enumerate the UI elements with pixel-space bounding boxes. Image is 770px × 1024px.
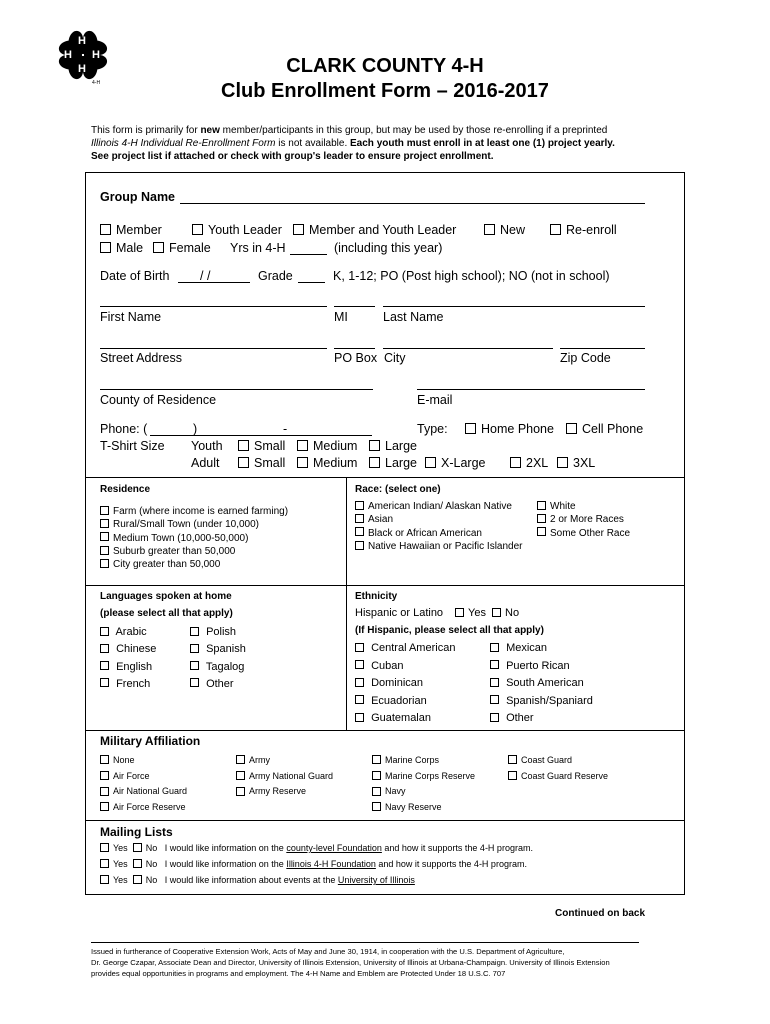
divider-mailing-top (85, 820, 685, 821)
mi-label: MI (334, 310, 348, 324)
mailing-row-3: Yes No I would like information about events at the University of Illinois (100, 875, 415, 885)
divider-languages-ethnicity (346, 585, 347, 730)
adult-small-option[interactable]: Small (238, 456, 285, 470)
military-option[interactable]: Coast Guard Reserve (508, 769, 608, 785)
male-option[interactable]: Male (100, 241, 143, 255)
ethnicity-option[interactable]: Cuban (355, 658, 455, 676)
mailing-no-option[interactable]: No (133, 859, 158, 869)
svg-text:H: H (78, 35, 86, 47)
intro-line-1: This form is primarily for new member/participants in this group, but may be used by those re-enrolling if a preprinted (91, 125, 608, 136)
race-option[interactable]: Asian (355, 513, 523, 526)
race-list-col2 (537, 500, 630, 540)
hispanic-no-option[interactable]: No (492, 607, 519, 619)
language-option[interactable]: Other (190, 676, 246, 693)
footer-line-2: Dr. George Czapar, Associate Dean and Director, University of Illinois Extension, University of Illinois at Urbana-Champaign. University of Illinois Extension (91, 958, 610, 967)
date-of-birth-field[interactable] (178, 282, 250, 283)
first-name-field[interactable] (100, 306, 327, 307)
zip-code-field[interactable] (560, 348, 645, 349)
mailing-row-1: Yes No I would like information on the county-level Foundation and how it supports the 4-H program. (100, 843, 533, 853)
city-label: City (384, 351, 406, 365)
email-field[interactable] (417, 389, 645, 390)
youth-label: Youth (191, 439, 223, 453)
ethnicity-option[interactable]: Spanish/Spaniard (490, 693, 593, 711)
race-title: Race: (select one) (355, 484, 441, 495)
military-option[interactable]: Navy (372, 784, 475, 800)
logo-caption: 4-H (92, 80, 101, 86)
military-list-col2 (236, 753, 333, 800)
page-subtitle: Club Enrollment Form – 2016-2017 (221, 80, 549, 102)
county-field[interactable] (100, 389, 373, 390)
svg-text:H: H (78, 63, 86, 75)
street-address-label: Street Address (100, 351, 182, 365)
member-and-youth-leader-option[interactable]: Member and Youth Leader (293, 223, 456, 237)
street-address-field[interactable] (100, 348, 327, 349)
youth-large-option[interactable]: Large (369, 439, 417, 453)
youth-leader-option[interactable]: Youth Leader (192, 223, 282, 237)
email-label: E-mail (417, 393, 453, 407)
ethnicity-option[interactable]: Mexican (490, 640, 593, 658)
intro-line-3: See project list if attached or check with group's leader to ensure project enrollment. (91, 151, 494, 162)
language-option[interactable]: Chinese (100, 641, 156, 658)
yrs-in-4h-field[interactable] (290, 254, 327, 255)
language-option[interactable]: Tagalog (190, 659, 246, 676)
race-option[interactable]: American Indian/ Alaskan Native (355, 500, 523, 513)
adult-3xl-option[interactable]: 3XL (557, 456, 595, 470)
language-option[interactable]: English (100, 659, 156, 676)
city-field[interactable] (383, 348, 553, 349)
mailing-title: Mailing Lists (100, 825, 173, 839)
grade-label: Grade (258, 269, 293, 283)
mi-field[interactable] (334, 306, 375, 307)
phone-type-label: Type: (417, 422, 448, 436)
language-option[interactable]: Arabic (100, 624, 156, 641)
military-option[interactable]: Marine Corps (372, 753, 475, 769)
language-option[interactable]: Spanish (190, 641, 246, 658)
divider-residence-race (346, 477, 347, 585)
mailing-yes-option[interactable]: Yes (100, 875, 128, 885)
residence-list (100, 505, 288, 571)
svg-text:H: H (92, 49, 100, 61)
svg-text:H: H (64, 49, 72, 61)
languages-subtitle: (please select all that apply) (100, 608, 233, 619)
tshirt-size-label: T-Shirt Size (100, 439, 165, 453)
residence-option[interactable]: City greater than 50,000 (100, 558, 288, 571)
residence-option[interactable]: Suburb greater than 50,000 (100, 545, 288, 558)
ethnicity-option[interactable]: Other (490, 710, 593, 728)
zip-code-label: Zip Code (560, 351, 611, 365)
divider-residence-top (85, 477, 685, 478)
mailing-no-option[interactable]: No (133, 843, 158, 853)
member-option[interactable]: Member (100, 223, 162, 237)
ethnicity-option[interactable]: Puerto Rican (490, 658, 593, 676)
hispanic-yes-option[interactable]: Yes (455, 607, 486, 619)
last-name-label: Last Name (383, 310, 444, 324)
divider-military-top (85, 730, 685, 731)
adult-label: Adult (191, 456, 220, 470)
race-option[interactable]: 2 or More Races (537, 513, 630, 526)
re-enroll-option[interactable]: Re-enroll (550, 223, 617, 237)
dob-separators: / / (200, 269, 211, 283)
language-option[interactable]: French (100, 676, 156, 693)
ethnicity-title: Ethnicity (355, 591, 398, 602)
continued-on-back: Continued on back (555, 908, 645, 919)
youth-medium-option[interactable]: Medium (297, 439, 357, 453)
new-option[interactable]: New (484, 223, 525, 237)
group-name-label: Group Name (100, 190, 176, 204)
military-option[interactable]: None (100, 753, 187, 769)
cell-phone-option[interactable]: Cell Phone (566, 422, 643, 436)
military-list-col4 (508, 753, 608, 784)
date-of-birth-label: Date of Birth (100, 269, 170, 283)
ethnicity-list-col2 (490, 640, 593, 728)
phone-close-paren: ) (193, 422, 198, 436)
page-title: CLARK COUNTY 4-H (286, 55, 484, 77)
intro-line-2: Illinois 4-H Individual Re-Enrollment Form is not available. Each youth must enroll in at least one (1) project yearly. (91, 138, 615, 149)
language-option[interactable]: Polish (190, 624, 246, 641)
race-list-col1 (355, 500, 523, 553)
residence-option[interactable]: Farm (where income is earned farming) (100, 505, 288, 518)
military-option[interactable]: Marine Corps Reserve (372, 769, 475, 785)
race-option[interactable]: Native Hawaiian or Pacific Islander (355, 540, 523, 553)
military-option[interactable]: Army (236, 753, 333, 769)
po-box-field[interactable] (334, 348, 375, 349)
military-option[interactable]: Army National Guard (236, 769, 333, 785)
female-option[interactable]: Female (153, 241, 211, 255)
adult-2xl-option[interactable]: 2XL (510, 456, 548, 470)
mailing-row-2: Yes No I would like information on the Illinois 4-H Foundation and how it supports the 4-H program. (100, 859, 527, 869)
ethnicity-option[interactable]: Ecuadorian (355, 693, 455, 711)
footer-line-3: provides equal opportunities in programs and employment. The 4-H Name and Emblem are Protected Under 18 U.S.C. 707 (91, 969, 506, 978)
phone-field[interactable] (150, 435, 372, 436)
yrs-in-4h-label: Yrs in 4-H (230, 241, 286, 255)
divider-languages-top (85, 585, 685, 586)
race-option[interactable]: Some Other Race (537, 527, 630, 540)
residence-option[interactable]: Medium Town (10,000-50,000) (100, 532, 288, 545)
ethnicity-list-col1 (355, 640, 455, 728)
military-option[interactable]: Air Force (100, 769, 187, 785)
if-hispanic-label: (If Hispanic, please select all that apply) (355, 625, 544, 636)
home-phone-option[interactable]: Home Phone (465, 422, 554, 436)
languages-list-col2 (190, 624, 246, 693)
phone-label: Phone: ( (100, 422, 148, 436)
grade-note: K, 1-12; PO (Post high school); NO (not in school) (333, 269, 610, 283)
county-label: County of Residence (100, 393, 217, 407)
po-box-label: PO Box (334, 351, 378, 365)
ethnicity-option[interactable]: Dominican (355, 675, 455, 693)
adult-xlarge-option[interactable]: X-Large (425, 456, 485, 470)
first-name-label: First Name (100, 310, 162, 324)
military-option[interactable]: Army Reserve (236, 784, 333, 800)
ethnicity-option[interactable]: Guatemalan (355, 710, 455, 728)
military-list-col3 (372, 753, 475, 816)
adult-medium-option[interactable]: Medium (297, 456, 357, 470)
residence-option[interactable]: Rural/Small Town (under 10,000) (100, 518, 288, 531)
ethnicity-option[interactable]: South American (490, 675, 593, 693)
including-this-year-label: (including this year) (334, 241, 443, 255)
languages-list-col1 (100, 624, 156, 693)
military-option[interactable]: Coast Guard (508, 753, 608, 769)
mailing-no-option[interactable]: No (133, 875, 158, 885)
military-list-col1 (100, 753, 187, 816)
mailing-yes-option[interactable]: Yes (100, 859, 128, 869)
grade-field[interactable] (298, 282, 325, 283)
adult-large-option[interactable]: Large (369, 456, 417, 470)
military-option[interactable]: Air Force Reserve (100, 800, 187, 816)
race-option[interactable]: White (537, 500, 630, 513)
military-title: Military Affiliation (100, 734, 201, 748)
mailing-yes-option[interactable]: Yes (100, 843, 128, 853)
hispanic-label: Hispanic or Latino (355, 607, 444, 619)
ethnicity-option[interactable]: Central American (355, 640, 455, 658)
footer-rule (91, 942, 639, 943)
residence-title: Residence (100, 484, 151, 495)
phone-dash: - (283, 422, 288, 436)
group-name-field[interactable] (180, 203, 645, 204)
footer-line-1: Issued in furtherance of Cooperative Extension Work, Acts of May and June 30, 1914, in cooperation with the U.S. Department of Agriculture, (91, 947, 565, 956)
military-option[interactable]: Air National Guard (100, 784, 187, 800)
race-option[interactable]: Black or African American (355, 527, 523, 540)
languages-title: Languages spoken at home (100, 591, 232, 602)
youth-small-option[interactable]: Small (238, 439, 285, 453)
military-option[interactable]: Navy Reserve (372, 800, 475, 816)
last-name-field[interactable] (383, 306, 645, 307)
